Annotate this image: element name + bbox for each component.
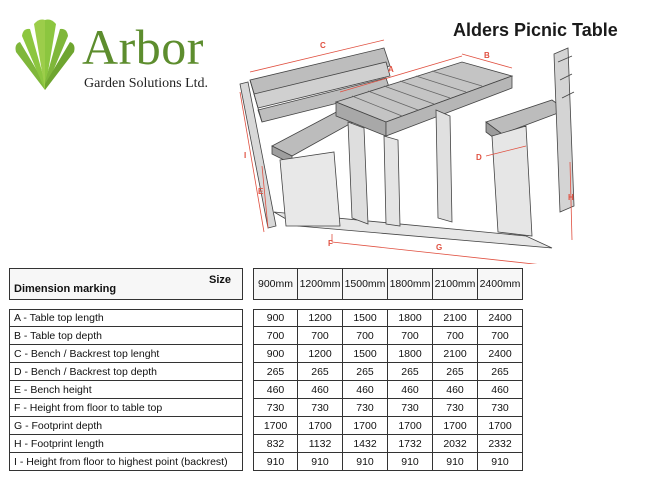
dimension-header: Dimension marking [14, 283, 117, 295]
dimension-label: B - Table top depth [9, 327, 243, 345]
dimension-value: 910 [298, 453, 343, 471]
product-title: Alders Picnic Table [453, 20, 618, 40]
table-row [9, 435, 523, 453]
dimension-value: 910 [253, 453, 298, 471]
dimension-value: 1700 [388, 417, 433, 435]
dimension-value: 265 [433, 363, 478, 381]
dimension-label: C - Bench / Backrest top lenght [9, 345, 243, 363]
dimension-value: 700 [388, 327, 433, 345]
dimension-value: 700 [433, 327, 478, 345]
drawing-label-c: C [320, 41, 326, 50]
dimension-value: 730 [433, 399, 478, 417]
dimension-value: 832 [253, 435, 298, 453]
table-body [9, 309, 523, 471]
size-header-cell: 2100mm [433, 268, 478, 300]
dimension-value: 700 [478, 327, 523, 345]
dimension-value: 265 [388, 363, 433, 381]
dimension-value: 910 [343, 453, 388, 471]
table-header-row [9, 268, 523, 300]
dimension-value: 2332 [478, 435, 523, 453]
dimension-value: 1700 [433, 417, 478, 435]
dimension-value: 265 [478, 363, 523, 381]
dimension-value: 460 [433, 381, 478, 399]
size-header-cell: 2400mm [478, 268, 523, 300]
dimension-value: 1500 [343, 309, 388, 327]
dimension-label: I - Height from floor to highest point (backrest) [9, 453, 243, 471]
dimension-value: 1800 [388, 309, 433, 327]
dimension-table [9, 268, 523, 471]
dimension-value: 2400 [478, 345, 523, 363]
dimension-value: 730 [298, 399, 343, 417]
dimension-value: 1800 [388, 345, 433, 363]
dimension-value: 1700 [253, 417, 298, 435]
dimension-value: 2400 [478, 309, 523, 327]
dimension-value: 1200 [298, 345, 343, 363]
table-row [9, 453, 523, 471]
table-row [9, 381, 523, 399]
brand-subtitle: Garden Solutions Ltd. [84, 76, 209, 91]
dimension-value: 1732 [388, 435, 433, 453]
dimension-value: 2100 [433, 345, 478, 363]
size-header-cell: 1200mm [298, 268, 343, 300]
brand-name: Arbor [82, 19, 204, 75]
drawing-label-f: F [328, 239, 333, 248]
table-row [9, 345, 523, 363]
dimension-value: 1200 [298, 309, 343, 327]
table-row [9, 399, 523, 417]
dimension-value: 265 [253, 363, 298, 381]
dimension-value: 460 [478, 381, 523, 399]
dimension-value: 700 [253, 327, 298, 345]
dimension-value: 730 [388, 399, 433, 417]
dimension-value: 730 [253, 399, 298, 417]
dimension-value: 2100 [433, 309, 478, 327]
size-header-cell: 1800mm [388, 268, 433, 300]
drawing-label-i: I [244, 151, 247, 160]
dimension-value: 910 [388, 453, 433, 471]
size-header: Size [208, 274, 231, 286]
dimension-value: 460 [253, 381, 298, 399]
dimension-value: 700 [343, 327, 388, 345]
dimension-label: A - Table top length [9, 309, 243, 327]
table-row [9, 363, 523, 381]
table-row [9, 327, 523, 345]
dimension-value: 730 [343, 399, 388, 417]
size-header-cell: 900mm [253, 268, 298, 300]
dimension-value: 1500 [343, 345, 388, 363]
drawing-label-e: E [258, 187, 264, 196]
dimension-value: 1700 [298, 417, 343, 435]
dimension-value: 460 [343, 381, 388, 399]
dimension-value: 1700 [478, 417, 523, 435]
dimension-value: 1700 [343, 417, 388, 435]
drawing-label-d: D [476, 153, 482, 162]
drawing-label-b: B [484, 51, 490, 60]
drawing-label-h: H [568, 193, 574, 202]
dimension-value: 1132 [298, 435, 343, 453]
dimension-label: G - Footprint depth [9, 417, 243, 435]
table-row [9, 417, 523, 435]
dimension-value: 900 [253, 309, 298, 327]
table-row [9, 309, 523, 327]
dimension-value: 910 [478, 453, 523, 471]
dimension-value: 2032 [433, 435, 478, 453]
dimension-label: H - Footprint length [9, 435, 243, 453]
picnic-table-drawing [236, 36, 576, 264]
drawing-label-a: A [388, 65, 394, 74]
dimension-value: 265 [343, 363, 388, 381]
dimension-value: 900 [253, 345, 298, 363]
size-header-cell: 1500mm [343, 268, 388, 300]
dimension-value: 700 [298, 327, 343, 345]
dimension-value: 265 [298, 363, 343, 381]
dimension-value: 460 [388, 381, 433, 399]
drawing-label-g: G [436, 243, 443, 252]
dimension-value: 910 [433, 453, 478, 471]
dimension-value: 460 [298, 381, 343, 399]
dimension-label: F - Height from floor to table top [9, 399, 243, 417]
dimension-label: D - Bench / Backrest top depth [9, 363, 243, 381]
dimension-value: 730 [478, 399, 523, 417]
dimension-label: E - Bench height [9, 381, 243, 399]
leaf-fan-icon [12, 18, 78, 92]
table-header-label-cell [9, 268, 243, 300]
dimension-value: 1432 [343, 435, 388, 453]
